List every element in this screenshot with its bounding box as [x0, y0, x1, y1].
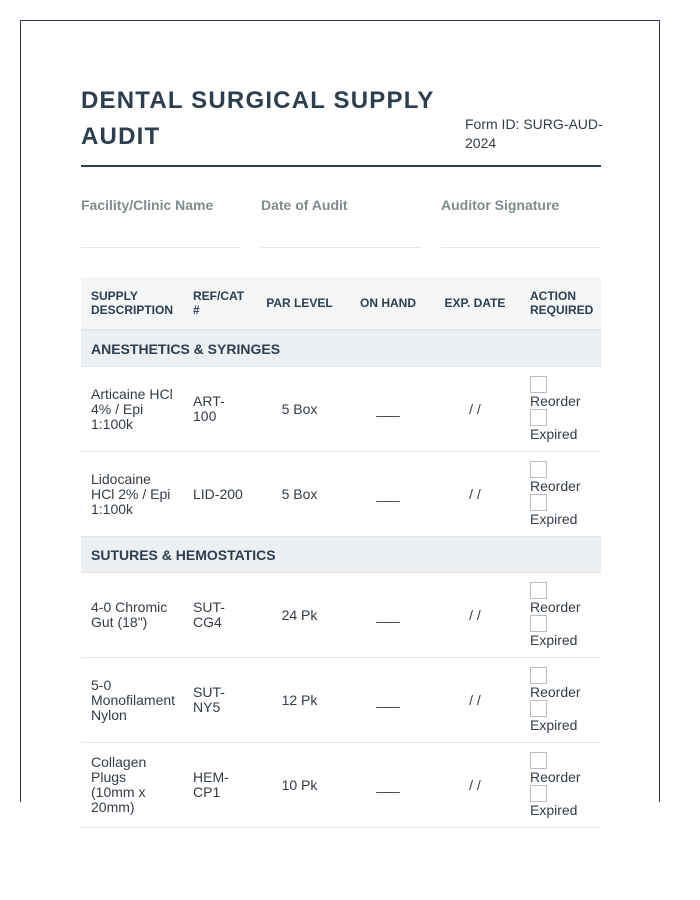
- facility-name-label: Facility/Clinic Name: [81, 197, 214, 213]
- expired-checkbox[interactable]: [530, 409, 547, 426]
- reorder-checkbox[interactable]: [530, 667, 547, 684]
- action-cell: [520, 573, 601, 658]
- expired-label: Expired: [530, 802, 578, 818]
- table-row: [81, 573, 601, 658]
- reorder-checkbox[interactable]: [530, 582, 547, 599]
- table-row: [81, 658, 601, 743]
- on-hand-blank: ___: [376, 485, 400, 502]
- section-row: [81, 537, 601, 573]
- section-row: [81, 330, 601, 367]
- reorder-checkbox[interactable]: [530, 461, 547, 478]
- exp-date-cell[interactable]: [430, 743, 520, 828]
- supply-description: 4-0 Chromic Gut (18"): [81, 573, 183, 658]
- exp-date-cell[interactable]: [430, 452, 520, 537]
- expired-label: Expired: [530, 632, 578, 648]
- reorder-label: Reorder: [530, 769, 581, 785]
- exp-date-placeholder: / /: [469, 400, 481, 417]
- par-level: 24 Pk: [253, 573, 346, 658]
- supply-table: [81, 277, 601, 828]
- reorder-label: Reorder: [530, 599, 581, 615]
- supply-description: Lidocaine HCl 2% / Epi 1:100k: [81, 452, 183, 537]
- table-header-row: [81, 277, 601, 330]
- form-title: DENTAL SURGICAL SUPPLY AUDIT: [81, 87, 435, 150]
- col-header-description: SUPPLY DESCRIPTION: [81, 277, 183, 330]
- ref-number: SUT-NY5: [183, 658, 253, 743]
- table-row: [81, 367, 601, 452]
- col-header-exp-date: EXP. DATE: [430, 277, 520, 330]
- expired-checkbox[interactable]: [530, 494, 547, 511]
- action-cell: [520, 452, 601, 537]
- form-id: Form ID: SURG-AUD-2024: [465, 116, 603, 151]
- table-row: [81, 743, 601, 828]
- auditor-signature-label: Auditor Signature: [441, 197, 560, 213]
- par-level: 12 Pk: [253, 658, 346, 743]
- col-header-ref: REF/CAT #: [183, 277, 253, 330]
- supply-description: 5-0 Monofilament Nylon: [81, 658, 183, 743]
- expired-checkbox[interactable]: [530, 615, 547, 632]
- reorder-label: Reorder: [530, 478, 581, 494]
- exp-date-placeholder: / /: [469, 606, 481, 623]
- reorder-checkbox[interactable]: [530, 376, 547, 393]
- audit-date-field[interactable]: [261, 195, 421, 248]
- reorder-label: Reorder: [530, 684, 581, 700]
- action-cell: [520, 367, 601, 452]
- exp-date-placeholder: / /: [469, 691, 481, 708]
- supply-description: Articaine HCl 4% / Epi 1:100k: [81, 367, 183, 452]
- on-hand-cell[interactable]: [346, 743, 430, 828]
- on-hand-blank: ___: [376, 400, 400, 417]
- audit-info-fields: [81, 195, 601, 249]
- on-hand-blank: ___: [376, 691, 400, 708]
- action-cell: [520, 658, 601, 743]
- reorder-checkbox[interactable]: [530, 752, 547, 769]
- facility-name-field[interactable]: [81, 195, 241, 248]
- on-hand-cell[interactable]: [346, 658, 430, 743]
- audit-form-sheet: [20, 20, 660, 818]
- exp-date-placeholder: / /: [469, 776, 481, 793]
- exp-date-placeholder: / /: [469, 485, 481, 502]
- exp-date-cell[interactable]: [430, 573, 520, 658]
- col-header-on-hand: ON HAND: [346, 277, 430, 330]
- on-hand-cell[interactable]: [346, 452, 430, 537]
- par-level: 5 Box: [253, 452, 346, 537]
- audit-date-label: Date of Audit: [261, 197, 348, 213]
- section-title: ANESTHETICS & SYRINGES: [81, 330, 601, 367]
- expired-label: Expired: [530, 511, 578, 527]
- exp-date-cell[interactable]: [430, 367, 520, 452]
- on-hand-cell[interactable]: [346, 367, 430, 452]
- table-row: [81, 452, 601, 537]
- auditor-signature-field[interactable]: [441, 195, 601, 248]
- ref-number: ART-100: [183, 367, 253, 452]
- reorder-label: Reorder: [530, 393, 581, 409]
- on-hand-cell[interactable]: [346, 573, 430, 658]
- ref-number: HEM-CP1: [183, 743, 253, 828]
- expired-label: Expired: [530, 717, 578, 733]
- supply-description: Collagen Plugs (10mm x 20mm): [81, 743, 183, 828]
- on-hand-blank: ___: [376, 606, 400, 623]
- form-header: [81, 83, 601, 167]
- expired-checkbox[interactable]: [530, 785, 547, 802]
- on-hand-blank: ___: [376, 776, 400, 793]
- par-level: 5 Box: [253, 367, 346, 452]
- expired-label: Expired: [530, 426, 578, 442]
- ref-number: SUT-CG4: [183, 573, 253, 658]
- action-cell: [520, 743, 601, 828]
- par-level: 10 Pk: [253, 743, 346, 828]
- col-header-action: ACTION REQUIRED: [520, 277, 601, 330]
- expired-checkbox[interactable]: [530, 700, 547, 717]
- col-header-par-level: PAR LEVEL: [253, 277, 346, 330]
- exp-date-cell[interactable]: [430, 658, 520, 743]
- section-title: SUTURES & HEMOSTATICS: [81, 537, 601, 573]
- ref-number: LID-200: [183, 452, 253, 537]
